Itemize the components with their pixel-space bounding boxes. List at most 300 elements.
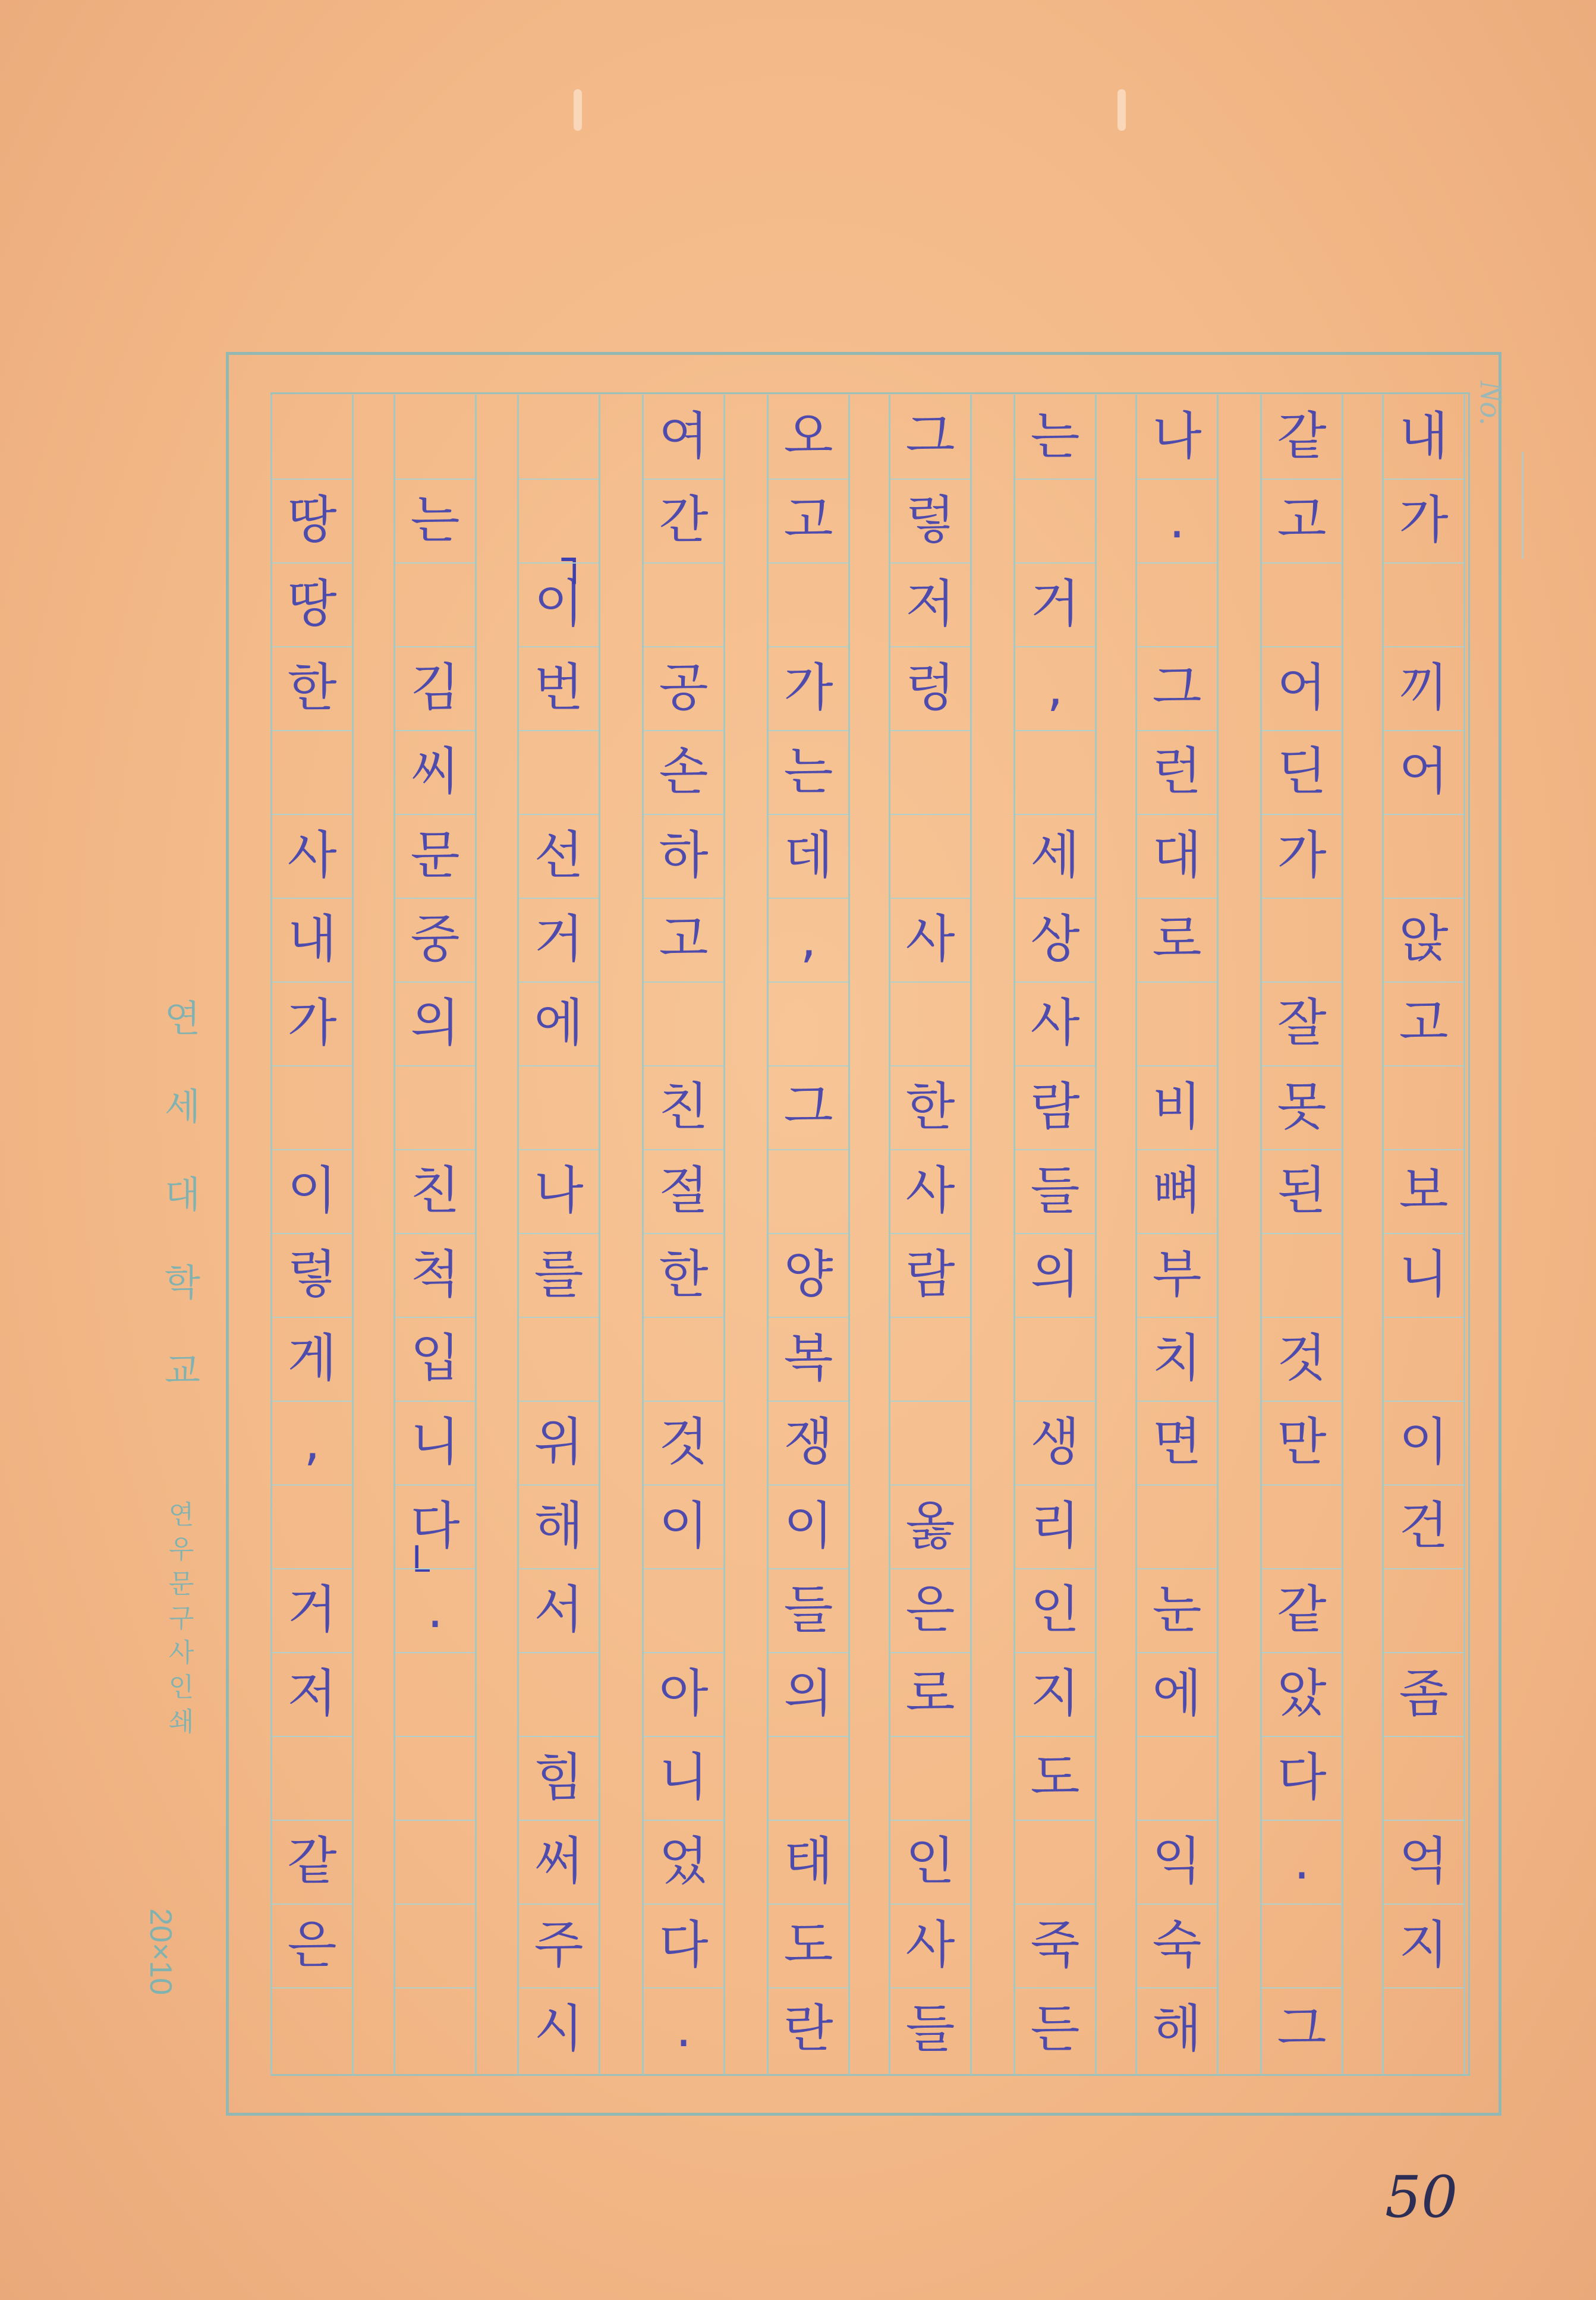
manuscript-character: 한 <box>287 658 337 718</box>
manuscript-character: 뼈 <box>1152 1161 1202 1220</box>
grid-row-line <box>1262 730 1342 731</box>
grid-row-line <box>272 1652 352 1653</box>
manuscript-character: 나 <box>534 1161 584 1220</box>
grid-row-line <box>395 1233 475 1234</box>
grid-row-line <box>272 1987 352 1988</box>
manuscript-character: 는 <box>783 742 833 801</box>
manuscript-character: 것 <box>659 1412 709 1472</box>
manuscript-character: 써 <box>534 1832 584 1891</box>
manuscript-character: 보 <box>1399 1161 1449 1220</box>
grid-row-line <box>1384 1401 1463 1402</box>
manuscript-character: 저 <box>905 574 955 634</box>
manuscript-character: 세 <box>1030 826 1080 885</box>
manuscript-character: 로 <box>1152 910 1202 969</box>
manuscript-character: 에 <box>534 993 584 1053</box>
grid-row-line <box>644 1484 723 1486</box>
manuscript-character: 사 <box>905 1915 955 1975</box>
grid-row-line <box>1137 1987 1217 1988</box>
grid-row-line <box>890 1317 970 1318</box>
manuscript-character: 았 <box>1277 1664 1327 1723</box>
grid-row-line <box>272 1484 352 1486</box>
manuscript-character: 주 <box>534 1915 584 1975</box>
grid-row-line <box>890 730 970 731</box>
grid-row-line <box>1262 898 1342 899</box>
grid-row-line <box>395 646 475 647</box>
manuscript-character: 로 <box>905 1664 955 1723</box>
manuscript-character: 람 <box>905 1245 955 1304</box>
grid-row-line <box>890 1233 970 1234</box>
grid-row-line <box>1137 1568 1217 1569</box>
grid-row-line <box>769 814 848 815</box>
grid-row-line <box>1015 730 1095 731</box>
grid-row-line <box>644 730 723 731</box>
manuscript-character: 니 <box>659 1748 709 1807</box>
grid-row-line <box>890 1568 970 1569</box>
manuscript-character: 의 <box>1030 1245 1080 1304</box>
manuscript-character: 니 <box>410 1412 460 1472</box>
manuscript-character: 들 <box>905 1999 955 2059</box>
grid-row-line <box>644 814 723 815</box>
grid-row-line <box>1262 814 1342 815</box>
manuscript-character: 치 <box>1152 1329 1202 1388</box>
manuscript-character: 생 <box>1030 1412 1080 1472</box>
grid-row-line <box>890 1065 970 1066</box>
manuscript-character: 내 <box>287 910 337 969</box>
grid-row-line <box>890 1484 970 1486</box>
manuscript-character: 억 <box>1399 1832 1449 1891</box>
grid-row-line <box>644 646 723 647</box>
grid-row-line <box>1262 1568 1342 1569</box>
grid-row-line <box>1137 1903 1217 1905</box>
grid-row-line <box>1137 1484 1217 1486</box>
grid-row-line <box>1384 1065 1463 1066</box>
manuscript-character: 땅 <box>287 490 337 550</box>
grid-row-line <box>644 1820 723 1821</box>
grid-column <box>1135 395 1219 2075</box>
grid-row-line <box>1137 646 1217 647</box>
grid-row-line <box>769 479 848 480</box>
paper-crease-right <box>1117 89 1126 131</box>
grid-row-line <box>1015 646 1095 647</box>
manuscript-character: 익 <box>1152 1832 1202 1891</box>
grid-row-line <box>519 1317 599 1318</box>
grid-row-line <box>395 1484 475 1486</box>
manuscript-character: 만 <box>1277 1412 1327 1472</box>
manuscript-character: 오 <box>783 407 833 466</box>
grid-row-line <box>1015 562 1095 564</box>
grid-row-line <box>395 1065 475 1066</box>
manuscript-character: . <box>675 1999 692 2059</box>
manuscript-character: 에 <box>1152 1664 1202 1723</box>
grid-row-line <box>395 479 475 480</box>
manuscript-character: 씨 <box>410 742 460 801</box>
grid-row-line <box>272 1903 352 1905</box>
grid-row-line <box>769 898 848 899</box>
grid-row-line <box>769 1149 848 1150</box>
grid-row-line <box>1137 1820 1217 1821</box>
manuscript-character: 가 <box>287 993 337 1053</box>
manuscript-character: 죽 <box>1030 1915 1080 1975</box>
grid-row-line <box>644 1149 723 1150</box>
grid-size-label: 20×10 <box>143 1908 178 1996</box>
grid-row-line <box>519 1568 599 1569</box>
grid-row-line <box>890 1149 970 1150</box>
grid-row-line <box>395 1317 475 1318</box>
grid-row-line <box>1262 1736 1342 1737</box>
manuscript-character: 건 <box>1399 1496 1449 1556</box>
manuscript-character: 태 <box>783 1832 833 1891</box>
grid-row-line <box>395 1736 475 1737</box>
grid-row-line <box>395 1652 475 1653</box>
grid-row-line <box>1137 1317 1217 1318</box>
manuscript-character: , <box>1047 658 1063 718</box>
manuscript-character: 도 <box>1030 1748 1080 1807</box>
manuscript-character: 람 <box>1030 1077 1080 1137</box>
manuscript-character: 는 <box>1030 407 1080 466</box>
grid-row-line <box>769 1401 848 1402</box>
grid-row-line <box>395 1903 475 1905</box>
grid-row-line <box>519 1652 599 1653</box>
grid-row-line <box>272 479 352 480</box>
manuscript-character: 는 <box>410 490 460 550</box>
grid-column <box>1382 395 1465 2075</box>
manuscript-character: 다 <box>410 1496 460 1556</box>
grid-row-line <box>1262 1484 1342 1486</box>
grid-row-line <box>769 1736 848 1737</box>
manuscript-character: 거 <box>287 1580 337 1640</box>
grid-row-line <box>644 1903 723 1905</box>
grid-row-line <box>272 1820 352 1821</box>
manuscript-character: 인 <box>905 1832 955 1891</box>
manuscript-character: 같 <box>1277 1580 1327 1640</box>
grid-row-line <box>519 1736 599 1737</box>
grid-row-line <box>272 1401 352 1402</box>
manuscript-character: 문 <box>410 826 460 885</box>
grid-row-line <box>519 1987 599 1988</box>
grid-row-line <box>1384 646 1463 647</box>
manuscript-character: 중 <box>410 910 460 969</box>
manuscript-character: 김 <box>410 658 460 718</box>
grid-row-line <box>1015 898 1095 899</box>
grid-row-line <box>1137 1736 1217 1737</box>
grid-row-line <box>769 1233 848 1234</box>
manuscript-character: 지 <box>1399 1915 1449 1975</box>
manuscript-character: 니 <box>1399 1245 1449 1304</box>
grid-row-line <box>769 1065 848 1066</box>
grid-row-line <box>1384 1652 1463 1653</box>
manuscript-character: 은 <box>287 1915 337 1975</box>
grid-row-line <box>1262 1987 1342 1988</box>
manuscript-character: 었 <box>659 1832 709 1891</box>
grid-row-line <box>519 1484 599 1486</box>
grid-row-line <box>395 898 475 899</box>
grid-row-line <box>890 1903 970 1905</box>
grid-row-line <box>272 814 352 815</box>
grid-row-line <box>1015 1736 1095 1737</box>
grid-row-line <box>1262 1652 1342 1653</box>
manuscript-character: 힘 <box>534 1748 584 1807</box>
grid-row-line <box>644 1401 723 1402</box>
grid-row-line <box>1137 981 1217 983</box>
manuscript-character: 서 <box>534 1580 584 1640</box>
grid-row-line <box>395 1820 475 1821</box>
manuscript-character: 여 <box>659 407 709 466</box>
grid-row-line <box>1137 1149 1217 1150</box>
manuscript-character: 인 <box>1030 1580 1080 1640</box>
grid-row-line <box>519 646 599 647</box>
grid-row-line <box>395 730 475 731</box>
grid-row-line <box>769 981 848 983</box>
grid-row-line <box>1384 814 1463 815</box>
university-label: 연 세 대 학 교 <box>165 997 200 1392</box>
grid-column <box>394 395 477 2075</box>
grid-row-line <box>519 1149 599 1150</box>
manuscript-character: 사 <box>1030 993 1080 1053</box>
manuscript-character: 입 <box>410 1329 460 1388</box>
number-label: No. <box>1474 380 1509 426</box>
manuscript-character: 은 <box>905 1580 955 1640</box>
manuscript-character: 한 <box>659 1245 709 1304</box>
quote-close-mark: └ <box>404 1546 430 1594</box>
grid-column <box>889 395 972 2075</box>
grid-row-line <box>272 1149 352 1150</box>
manuscript-character: 복 <box>783 1329 833 1388</box>
grid-row-line <box>1015 1903 1095 1905</box>
manuscript-character: 들 <box>783 1580 833 1640</box>
manuscript-character: 하 <box>659 826 709 885</box>
grid-row-line <box>519 981 599 983</box>
grid-row-line <box>1384 1149 1463 1150</box>
grid-row-line <box>1137 814 1217 815</box>
grid-row-line <box>1015 1987 1095 1988</box>
grid-row-line <box>890 562 970 564</box>
grid-row-line <box>644 1233 723 1234</box>
grid-row-line <box>769 1903 848 1905</box>
manuscript-character: 옳 <box>905 1496 955 1556</box>
manuscript-character: 해 <box>1152 1999 1202 2059</box>
grid-row-line <box>1137 1233 1217 1234</box>
grid-row-line <box>769 646 848 647</box>
grid-row-line <box>1384 1987 1463 1988</box>
grid-row-line <box>1262 1065 1342 1066</box>
grid-row-line <box>890 981 970 983</box>
manuscript-character: 것 <box>1277 1329 1327 1388</box>
manuscript-character: 게 <box>287 1329 337 1388</box>
grid-row-line <box>644 562 723 564</box>
grid-row-line <box>395 981 475 983</box>
manuscript-character: 그 <box>783 1077 833 1137</box>
manuscript-character: 그 <box>905 407 955 466</box>
manuscript-character: 그 <box>1152 658 1202 718</box>
grid-row-line <box>769 1820 848 1821</box>
grid-row-line <box>1262 1149 1342 1150</box>
manuscript-character: 친 <box>659 1077 709 1137</box>
grid-row-line <box>519 1401 599 1402</box>
manuscript-character: 양 <box>783 1245 833 1304</box>
grid-row-line <box>890 814 970 815</box>
manuscript-character: 가 <box>1277 826 1327 885</box>
grid-row-line <box>1015 1233 1095 1234</box>
grid-row-line <box>1262 1233 1342 1234</box>
manuscript-character: 아 <box>659 1664 709 1723</box>
grid-row-line <box>1384 730 1463 731</box>
grid-row-line <box>272 730 352 731</box>
grid-row-line <box>1262 981 1342 983</box>
grid-row-line <box>769 730 848 731</box>
manuscript-character: 이 <box>659 1496 709 1556</box>
grid-row-line <box>890 1736 970 1737</box>
grid-row-line <box>519 730 599 731</box>
manuscript-character: 눈 <box>1152 1580 1202 1640</box>
manuscript-character: 내 <box>1399 407 1449 466</box>
grid-row-line <box>644 1568 723 1569</box>
grid-row-line <box>1262 562 1342 564</box>
grid-row-line <box>769 1652 848 1653</box>
manuscript-character: 사 <box>287 826 337 885</box>
manuscript-character: 부 <box>1152 1245 1202 1304</box>
grid-row-line <box>1384 981 1463 983</box>
manuscript-character: 그 <box>1277 1999 1327 2059</box>
manuscript-character: 가 <box>783 658 833 718</box>
manuscript-character: 리 <box>1030 1496 1080 1556</box>
manuscript-character: 어 <box>1277 658 1327 718</box>
grid-row-line <box>1384 1903 1463 1905</box>
quote-open-mark: ┐ <box>562 535 587 584</box>
grid-row-line <box>1015 1820 1095 1821</box>
manuscript-character: 한 <box>905 1077 955 1137</box>
manuscript-character: 가 <box>1399 490 1449 550</box>
manuscript-character: 다 <box>659 1915 709 1975</box>
grid-column <box>1013 395 1097 2075</box>
grid-row-line <box>769 1568 848 1569</box>
manuscript-character: 지 <box>1030 1664 1080 1723</box>
manuscript-character: 척 <box>410 1245 460 1304</box>
grid-row-line <box>1015 479 1095 480</box>
grid-row-line <box>272 898 352 899</box>
grid-row-line <box>519 898 599 899</box>
manuscript-character: 데 <box>783 826 833 885</box>
grid-row-line <box>395 814 475 815</box>
manuscript-character: 저 <box>287 1664 337 1723</box>
grid-row-line <box>1262 646 1342 647</box>
grid-row-line <box>519 1820 599 1821</box>
grid-row-line <box>1384 1317 1463 1318</box>
manuscript-character: 된 <box>1277 1161 1327 1220</box>
manuscript-character: 위 <box>534 1412 584 1472</box>
manuscript-character: 의 <box>410 993 460 1053</box>
manuscript-character: 선 <box>534 826 584 885</box>
grid-row-line <box>1384 1568 1463 1569</box>
grid-row-line <box>272 1736 352 1737</box>
grid-row-line <box>1262 1903 1342 1905</box>
grid-row-line <box>272 562 352 564</box>
manuscript-character: 든 <box>1030 1999 1080 2059</box>
grid-row-line <box>644 479 723 480</box>
manuscript-character: 시 <box>534 1999 584 2059</box>
grid-row-line <box>519 1065 599 1066</box>
manuscript-character: 다 <box>1277 1748 1327 1807</box>
manuscript-character: 면 <box>1152 1412 1202 1472</box>
manuscript-character: 땅 <box>287 574 337 634</box>
manuscript-character: . <box>1293 1832 1310 1891</box>
page-number: 50 <box>1385 2164 1458 2230</box>
manuscript-character: 딘 <box>1277 742 1327 801</box>
grid-column <box>767 395 850 2075</box>
grid-row-line <box>1384 1736 1463 1737</box>
manuscript-character: 끼 <box>1399 658 1449 718</box>
grid-row-line <box>644 1987 723 1988</box>
grid-row-line <box>890 1652 970 1653</box>
grid-row-line <box>644 1317 723 1318</box>
grid-row-line <box>644 1652 723 1653</box>
grid-row-line <box>1015 1149 1095 1150</box>
grid-row-line <box>890 1987 970 1988</box>
grid-row-line <box>1384 1820 1463 1821</box>
printer-label: 연 우 문 구 사 인 쇄 <box>168 1500 194 1737</box>
manuscript-character: 렇 <box>905 490 955 550</box>
manuscript-character: 번 <box>534 658 584 718</box>
manuscript-character: 절 <box>659 1161 709 1220</box>
grid-row-line <box>519 479 599 480</box>
grid-row-line <box>1015 814 1095 815</box>
grid-row-line <box>395 1987 475 1988</box>
grid-row-line <box>1137 1065 1217 1066</box>
manuscript-character: 의 <box>783 1664 833 1723</box>
grid-row-line <box>272 1065 352 1066</box>
manuscript-character: 를 <box>534 1245 584 1304</box>
manuscript-character: 렁 <box>905 658 955 718</box>
grid-column <box>1260 395 1343 2075</box>
grid-row-line <box>890 898 970 899</box>
manuscript-character: 앉 <box>1399 910 1449 969</box>
grid-row-line <box>1137 1652 1217 1653</box>
manuscript-character: , <box>800 910 817 969</box>
grid-row-line <box>1137 1401 1217 1402</box>
grid-row-line <box>272 646 352 647</box>
grid-row-line <box>890 1401 970 1402</box>
manuscript-character: 해 <box>534 1496 584 1556</box>
grid-row-line <box>1262 479 1342 480</box>
grid-row-line <box>1262 1317 1342 1318</box>
grid-row-line <box>1384 562 1463 564</box>
grid-row-line <box>1384 479 1463 480</box>
grid-row-line <box>1262 1401 1342 1402</box>
grid-row-line <box>1384 1484 1463 1486</box>
manuscript-character: 좀 <box>1399 1664 1449 1723</box>
manuscript-character: 숙 <box>1152 1915 1202 1975</box>
manuscript-character: 친 <box>410 1161 460 1220</box>
grid-row-line <box>395 1149 475 1150</box>
grid-row-line <box>272 1568 352 1569</box>
grid-row-line <box>1262 1820 1342 1821</box>
manuscript-character: 공 <box>659 658 709 718</box>
grid-row-line <box>519 562 599 564</box>
grid-row-line <box>769 562 848 564</box>
manuscript-character: 잘 <box>1277 993 1327 1053</box>
paper-crease-left <box>574 89 582 131</box>
manuscript-character: . <box>427 1580 443 1640</box>
manuscript-character: 이 <box>783 1496 833 1556</box>
grid-row-line <box>644 981 723 983</box>
manuscript-character: 이 <box>287 1161 337 1220</box>
manuscript-character: , <box>304 1412 320 1472</box>
grid-row-line <box>272 1233 352 1234</box>
grid-row-line <box>1015 1652 1095 1653</box>
number-line <box>1522 452 1523 559</box>
manuscript-character: 상 <box>1030 910 1080 969</box>
manuscript-character: 손 <box>659 742 709 801</box>
manuscript-character: 고 <box>783 490 833 550</box>
